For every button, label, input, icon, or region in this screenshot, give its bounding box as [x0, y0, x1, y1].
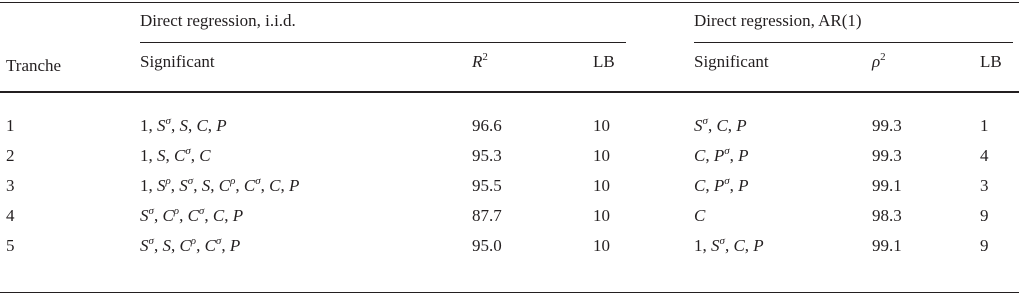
term-superscript: ρ	[165, 175, 171, 187]
term-superscript: ρ	[190, 235, 197, 247]
term-fragment: , C	[190, 146, 211, 165]
row-ar-significant	[694, 176, 749, 196]
term-fragment: , P	[729, 146, 749, 165]
term-superscript: σ	[185, 145, 191, 157]
table-bottom-rule	[0, 292, 1019, 293]
row-ar-lb: 9	[980, 206, 989, 225]
row-iid-significant	[140, 146, 211, 166]
row-rho-squared: 99.1	[872, 236, 902, 255]
row-iid-lb: 10	[593, 176, 610, 195]
term-superscript: σ	[724, 145, 730, 157]
row-tranche: 4	[6, 206, 15, 225]
row-ar-significant	[694, 206, 705, 226]
row-r-squared: 87.7	[472, 206, 502, 225]
term-fragment: C	[179, 236, 191, 255]
term-fragment: S	[711, 236, 720, 255]
term-fragment: ,	[170, 176, 180, 195]
term-superscript: σ	[215, 235, 222, 247]
row-ar-significant	[694, 116, 747, 136]
row-iid-lb: 10	[593, 206, 610, 225]
term-superscript: σ	[187, 175, 194, 187]
term-fragment: C	[218, 176, 231, 195]
col-header-iid-lb: LB	[593, 52, 615, 71]
term-fragment: C	[162, 206, 174, 225]
term-fragment: , C, P	[707, 116, 747, 135]
term-fragment: C,	[694, 176, 714, 195]
term-fragment: C	[204, 236, 216, 255]
term-fragment: , C, P	[204, 206, 244, 225]
term-fragment: S	[157, 116, 166, 135]
row-r-squared: 95.0	[472, 236, 502, 255]
term-superscript: σ	[148, 235, 154, 247]
term-fragment: , P	[729, 176, 749, 195]
row-tranche: 1	[6, 116, 15, 135]
term-superscript: σ	[724, 175, 730, 187]
term-fragment: 1,	[694, 236, 711, 255]
row-tranche: 2	[6, 146, 15, 165]
term-fragment: , C, P	[260, 176, 300, 195]
row-r-squared: 95.5	[472, 176, 502, 195]
term-fragment: S	[140, 236, 149, 255]
row-r-squared: 96.6	[472, 116, 502, 135]
row-rho-squared: 99.1	[872, 176, 902, 195]
term-superscript: σ	[702, 115, 708, 127]
term-fragment: P	[713, 146, 725, 165]
term-fragment: P	[713, 176, 725, 195]
row-iid-significant	[140, 116, 227, 136]
col-header-r-squared: $R^2$	[472, 51, 488, 71]
term-fragment: 1, S,	[140, 146, 174, 165]
term-fragment: C	[243, 176, 256, 195]
row-iid-significant	[140, 206, 243, 226]
term-superscript: ρ	[173, 205, 180, 217]
group-header-iid: Direct regression, i.i.d.	[140, 11, 296, 30]
term-fragment: , C, P	[724, 236, 764, 255]
term-fragment: 1,	[140, 116, 157, 135]
term-fragment: C,	[694, 146, 714, 165]
term-fragment: C	[187, 206, 199, 225]
group-header-ar: Direct regression, AR(1)	[694, 11, 862, 30]
row-tranche: 5	[6, 236, 15, 255]
term-fragment: C	[174, 146, 186, 165]
row-rho-squared: 99.3	[872, 146, 902, 165]
term-superscript: σ	[148, 205, 154, 217]
iid-group-rule	[140, 42, 626, 43]
term-fragment: 1,	[140, 176, 157, 195]
term-fragment: S	[140, 206, 149, 225]
term-fragment: S	[157, 176, 166, 195]
term-fragment: , P	[221, 236, 241, 255]
term-fragment: ,	[196, 236, 205, 255]
term-superscript: σ	[165, 115, 171, 127]
col-header-iid-significant: Significant	[140, 52, 215, 71]
row-ar-significant	[694, 236, 764, 256]
ar-group-rule	[694, 42, 1013, 43]
row-ar-significant	[694, 146, 749, 166]
row-ar-lb: 3	[980, 176, 989, 195]
term-fragment: , S,	[153, 236, 180, 255]
term-superscript: σ	[198, 205, 205, 217]
term-fragment: ,	[179, 206, 188, 225]
term-superscript: ρ	[230, 175, 236, 187]
row-iid-significant	[140, 176, 299, 196]
col-header-tranche: Tranche	[6, 56, 62, 75]
table-header-rule	[0, 91, 1019, 93]
row-iid-lb: 10	[593, 146, 610, 165]
term-fragment: , S, C, P	[170, 116, 227, 135]
row-ar-lb: 1	[980, 116, 989, 135]
term-fragment: C	[694, 206, 706, 225]
row-rho-squared: 98.3	[872, 206, 902, 225]
term-fragment: ,	[235, 176, 244, 195]
row-iid-significant	[140, 236, 240, 256]
row-iid-lb: 10	[593, 116, 610, 135]
term-fragment: S	[694, 116, 703, 135]
term-superscript: σ	[255, 175, 261, 187]
row-rho-squared: 99.3	[872, 116, 902, 135]
term-fragment: ,	[153, 206, 163, 225]
term-fragment: , S,	[193, 176, 219, 195]
term-superscript: σ	[719, 235, 725, 247]
row-ar-lb: 9	[980, 236, 989, 255]
row-tranche: 3	[6, 176, 15, 195]
row-iid-lb: 10	[593, 236, 610, 255]
row-r-squared: 95.3	[472, 146, 502, 165]
table-top-rule	[0, 2, 1019, 3]
col-header-ar-lb: LB	[980, 52, 1002, 71]
col-header-ar-significant: Significant	[694, 52, 769, 71]
row-ar-lb: 4	[980, 146, 989, 165]
term-fragment: S	[179, 176, 188, 195]
col-header-rho-squared: $\rho^2$	[872, 51, 886, 71]
